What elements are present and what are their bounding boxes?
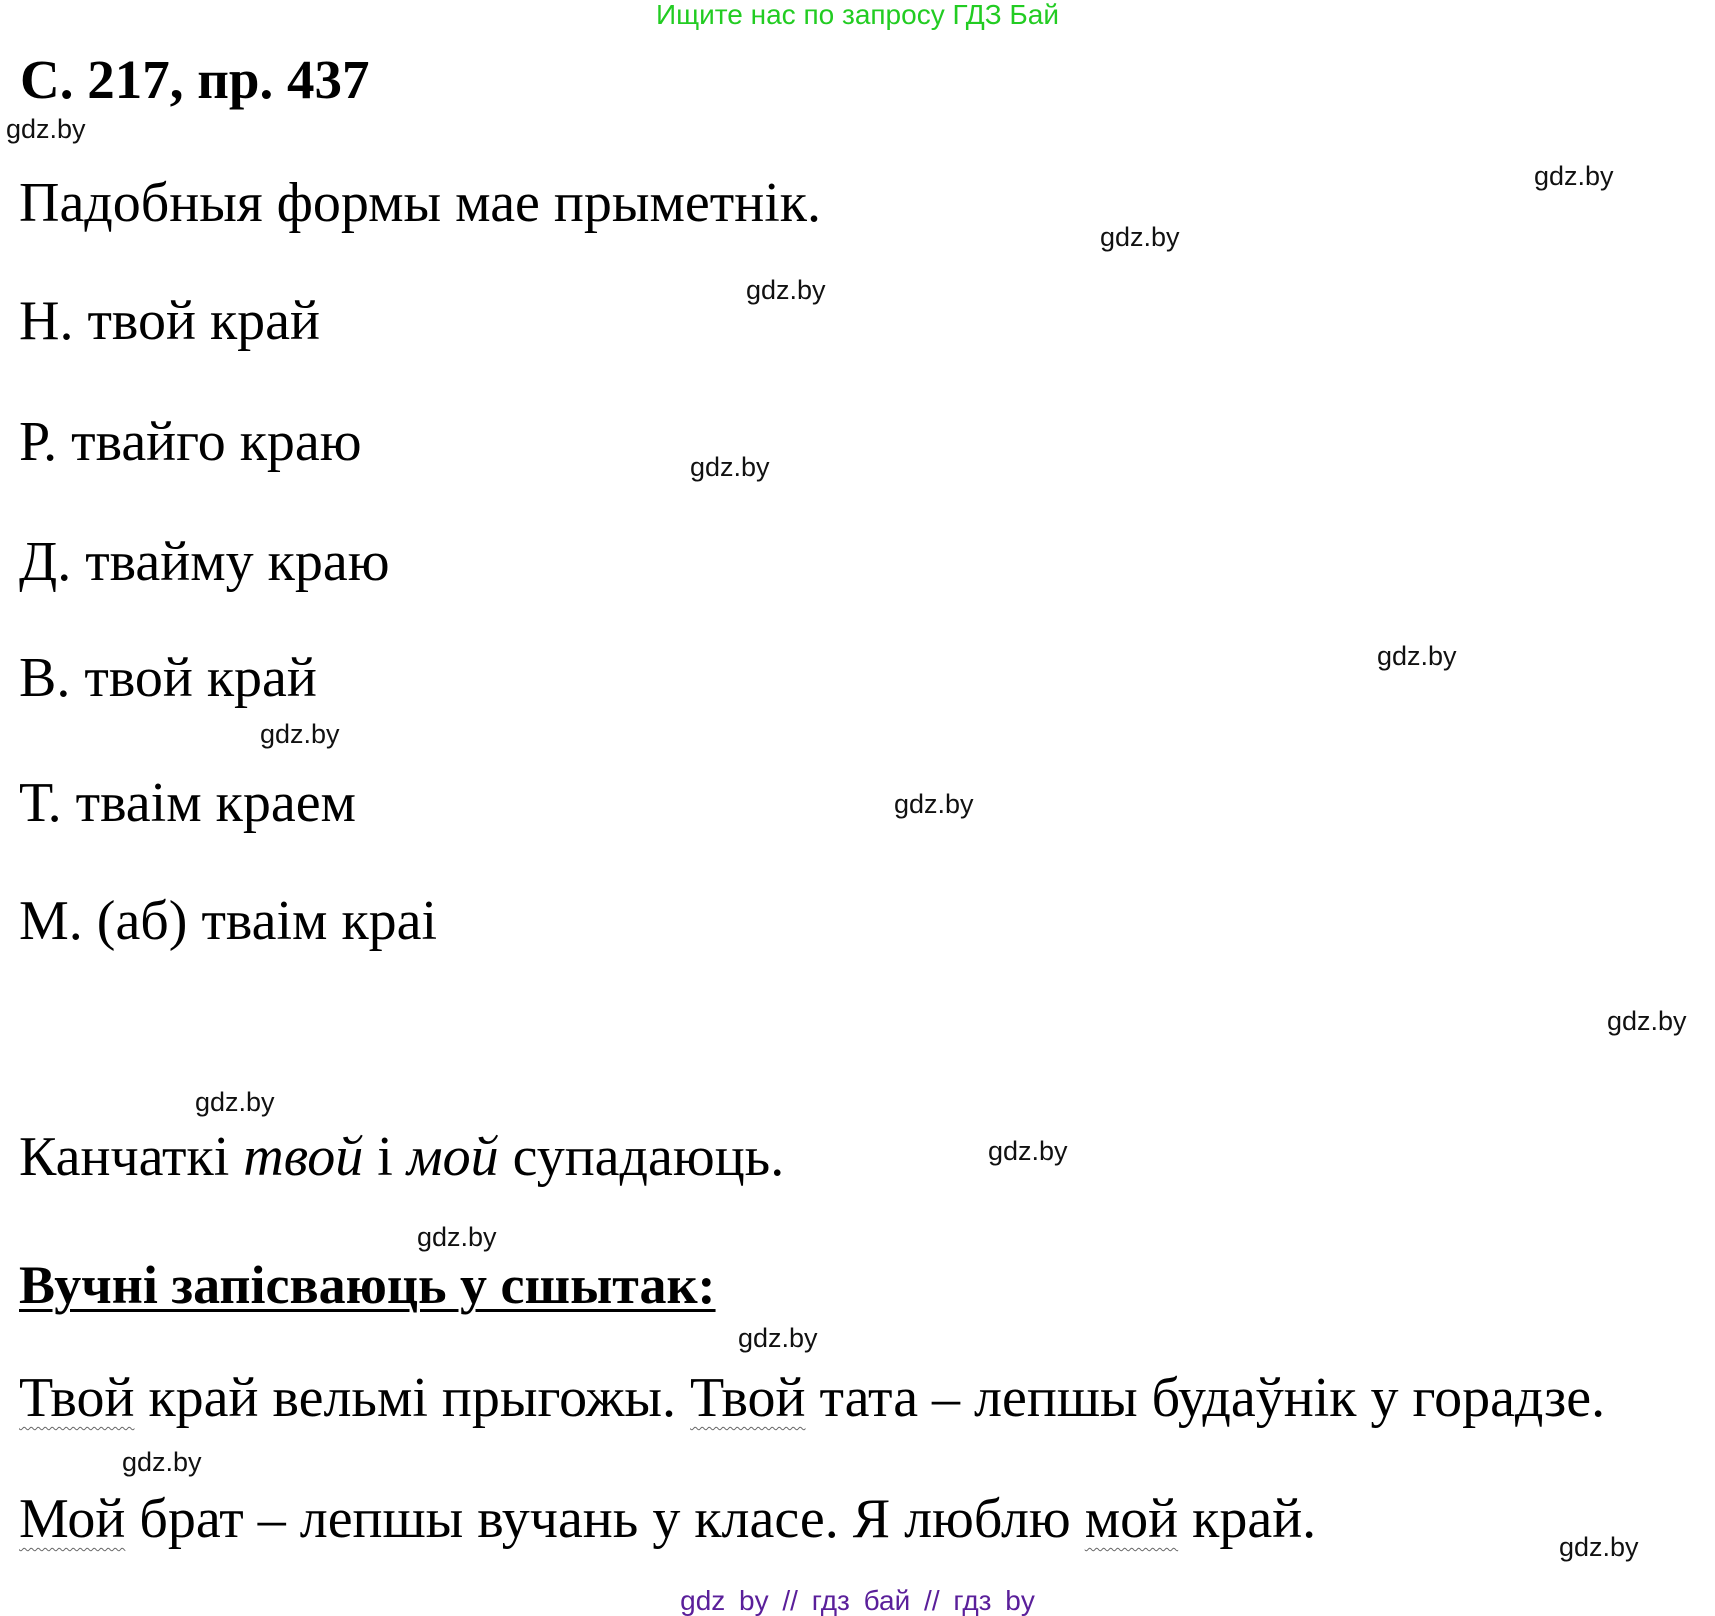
conclusion-part2: і — [363, 1126, 407, 1188]
watermark: gdz.by — [195, 1087, 275, 1117]
footer-links[interactable]: gdz by // гдз бай // гдз by — [680, 1585, 1035, 1616]
watermark: gdz.by — [417, 1222, 497, 1252]
conclusion-part3: супадаюць. — [498, 1126, 785, 1188]
sentence-line-2 — [19, 1488, 1317, 1550]
watermark: gdz.by — [1377, 641, 1457, 671]
watermark: gdz.by — [738, 1323, 818, 1353]
conclusion-text — [19, 1126, 785, 1188]
case-nominative: Н. твой край — [19, 290, 320, 352]
sentence-line-1 — [19, 1367, 1606, 1429]
watermark: gdz.by — [122, 1447, 202, 1477]
watermark: gdz.by — [1607, 1006, 1687, 1036]
case-accusative: В. твой край — [19, 647, 317, 709]
watermark: gdz.by — [746, 275, 826, 305]
page-title: С. 217, пр. 437 — [20, 49, 370, 110]
case-locative: М. (аб) тваім краі — [19, 890, 438, 952]
conclusion-part1: Канчаткі — [19, 1126, 244, 1188]
conclusion-word2: мой — [406, 1126, 499, 1188]
conclusion-word1: твой — [243, 1126, 364, 1188]
marked-word: Мой — [19, 1488, 126, 1550]
marked-word: Твой — [690, 1367, 806, 1429]
sentence-text: край вельмі прыгожы. — [134, 1367, 691, 1429]
watermark: gdz.by — [690, 452, 770, 482]
watermark: gdz.by — [6, 114, 86, 144]
marked-word: мой — [1084, 1488, 1179, 1550]
search-banner[interactable]: Ищите нас по запросу ГДЗ Бай — [655, 0, 1060, 30]
watermark: gdz.by — [1100, 222, 1180, 252]
sentence-text: край. — [1178, 1488, 1317, 1550]
watermark: gdz.by — [260, 719, 340, 749]
sentence-text: брат – лепшы вучань у класе. Я люблю — [125, 1488, 1085, 1550]
watermark: gdz.by — [1559, 1532, 1639, 1562]
sentence-text: тата – лепшы будаўнік у горадзе. — [805, 1367, 1606, 1429]
case-instrumental: Т. тваім краем — [19, 772, 356, 834]
watermark: gdz.by — [1534, 161, 1614, 191]
intro-text: Падобныя формы мае прыметнік. — [19, 172, 821, 234]
section-heading: Вучні запісваюць у сшытак: — [19, 1255, 716, 1315]
watermark: gdz.by — [894, 789, 974, 819]
watermark: gdz.by — [988, 1136, 1068, 1166]
case-genitive: Р. твайго краю — [19, 411, 362, 473]
marked-word: Твой — [19, 1367, 135, 1429]
case-dative: Д. твайму краю — [19, 531, 390, 593]
